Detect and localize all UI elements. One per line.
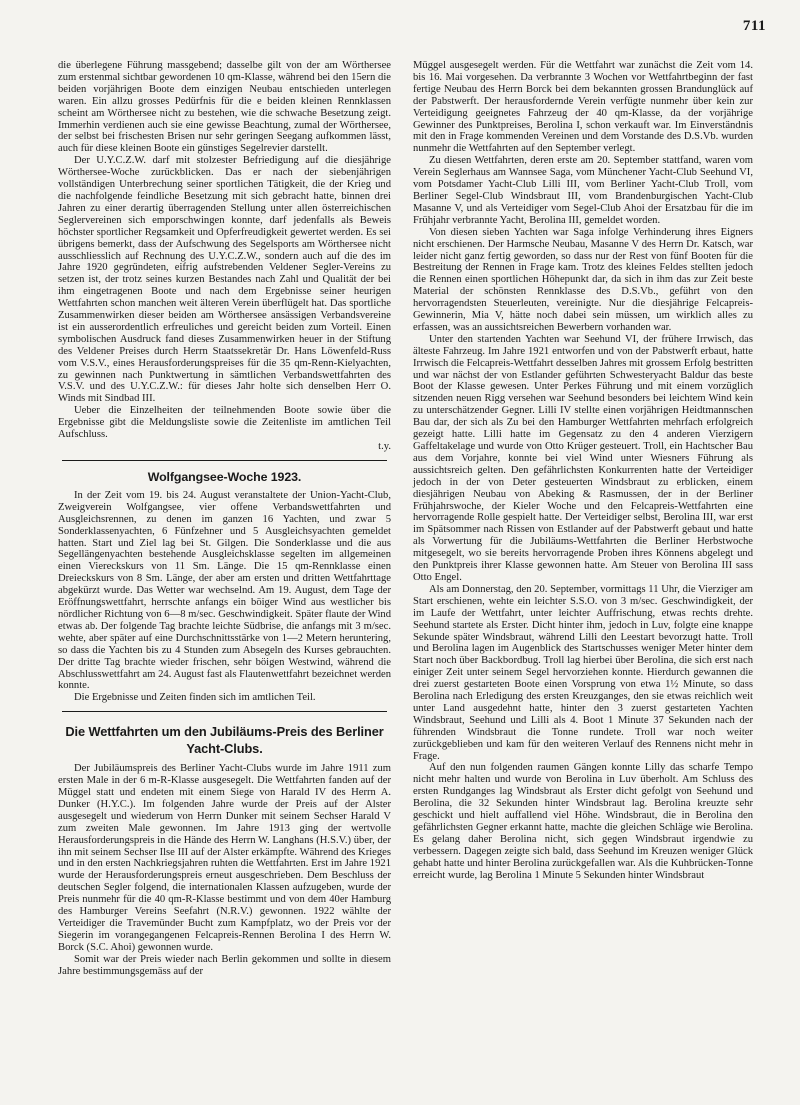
paragraph: Von diesen sieben Yachten war Saga infolge Verhinderung ihres Eigners nicht erschienen. Der Harmsche Neubau, Masanne V des Herrn Dr. Katsch, war leider nicht ganz fertig geworden, so dass nur der Rest von fünf Booten für die Bestreitung der Rennen in Frage kam. Trotz des kleines Feldes stellten jedoch die Rennen einen sportlichen Höhepunkt dar, da sich in ihm das zur Zeit beste Material der schönsten Rennklasse des D.S.Vb., geführt von den hervorragendsten Steuerleuten, vereinigte. Nur die diesjährige Felcapreis-Gewinnerin, Mia V, hätte noch dabei sein müssen, um wirklich alles zu erfassen, was an aussichtsreichen Bewerbern vorhanden war. <box>413 226 753 333</box>
paragraph: Als am Donnerstag, den 20. September, vormittags 11 Uhr, die Vierziger am Start erschienen, wehte ein leichter S.S.O. von 3 m/sec. Geschwindigkeit, der im Laufe der Wettfahrt, unter leichter Auffrischung, etwas rechts drehte. Seehund startete als Erster. Dicht hinter ihm, jedoch in Luv, folgte eine knappe Sekunde später Windsbraut, während Lilli den Leestart bevorzugt hatte. Troll und Berolina lagen im Augenblick des Startschusses weniger Meter hinter dem Start noch über Backbordbug. Troll lag hierbei über Berolina, die sich erst nach einiger Zeit unter seinem Segel hervorziehen konnte. Hierdurch gewannen die drei zuerst gestarteten Boote einen Vorsprung von etwa 1½ Minute, so dass Berolina nach Erledigung des ersten Kreuzganges, den sie etwas reichlich weit unter Land ausgedehnt hatte, hinter den 3 zuerst gestarteten Yachten Windsbraut, Seehund und Lilli als 4. Boot 1 Minute 37 Sekunden nach der führenden Windsbraut die Tonne rundete. Troll war noch weiter zurückgeblieben und kam für den weiteren Verlauf des Rennens nicht mehr in Frage. <box>413 583 753 762</box>
paragraph: Die Ergebnisse und Zeiten finden sich im amtlichen Teil. <box>74 692 316 704</box>
paragraph: Der Jubiläumspreis des Berliner Yacht-Clubs wurde im Jahre 1911 zum ersten Male in der 6 m-R-Klasse ausgesegelt. Die Wettfahrten fanden auf der Müggel statt und endeten mit einem Siege von Harald IV des Herrn A. Dunker (H.Y.C.). Im folgenden Jahre wurde der Preis auf der Alster ausgesegelt und wiederum von Herrn Dunker mit seinem Sechser Harald V zum zweiten Male gewonnen. Im Jahre 1913 ging der wertvolle Herausforderungspreis in die Hände des Herrn W. Langhans (H.S.V.) über, der ihn mit seinem Sechser Ilse III auf der Alster erkämpfte. Während des Krieges und in den ersten Nachkriegsjahren ruhten die Wettfahrten. Erst im Jahre 1921 wurde der Herausforderungspreis erneut ausgeschrieben. Dem Beschluss der deutschen Segler folgend, die internationalen Klassen aufzugeben, wurde der Preis nunmehr für die 40 qm-R-Klasse bestimmt und von dem 40er Hamburg des Hamburger Vereins Seefahrt (N.R.V.) gewonnen. 1922 wählte der Verteidiger die Travemünder Bucht zum Kampfplatz, wo der Preis vor der Siegerin im vorangegangenen Felcapreis-Rennen Berolina I des Herrn W. Borck (S.C. Ahoi) gewonnen wurde. <box>58 763 391 953</box>
paragraph: Auf den nun folgenden raumen Gängen konnte Lilly das scharfe Tempo nicht mehr halten und wurde von Berolina in Luv überholt. Am Schluss des ersten Rundganges lag Windsbraut als Erster dicht gefolgt von Seehund und Berolina, die 32 Sekunden hinter Windsbraut lag. Berolina kreuzte sehr geschickt und hielt auffallend viel Höhe. Windsbraut, die in Berolina den gefährlichsten Gegner erkannt hatte, machte die gleichen Schläge wie Berolina. Es gelang daher Berolina nicht, sich gegen Windsbraut irgendwie zu verbessern. Dagegen zeigte sich bald, dass Seehund im Kreuzen weniger Glück gehabt hatte und hinter Berolina zurückgefallen war. Als die Kuhbrücken-Tonne erreicht wurde, lag Berolina 1 Minute 5 Sekunden hinter Windsbraut <box>413 762 753 881</box>
section-divider <box>62 711 387 712</box>
paragraph: In der Zeit vom 19. bis 24. August veranstaltete der Union-Yacht-Club, Zweigverein Wolfgangsee, vier offene Verbandswettfahrten und Ausgleichsrennen, zu denen im ganzen 16 Yachten, und zwar 5 Sonderklassenyachten, 6 Fünfzehner und 5 Ausgleichsyachten gemeldet hatten. Start und Ziel lag bei St. Gilgen. Die Sonderklasse und die aus Segellängenyachten bestehende Ausgleichsklasse segelten im allgemeinen einen Viereckskurs von 11 Sm. Länge. Die 15 qm-Rennklasse einen Dreieckskurs von 8 Sm. Länge, der aber am ersten und dritten Wettfahrttage abgekürzt wurde. Das Wetter war wechselnd. Am 19. August, dem Tage der Eröffnungswettfahrt, herrschte anfangs ein böiger Wind aus westlicher bis nördlicher Richtung von 6—8 m/sec. Geschwindigkeit. Später flaute der Wind etwas ab. Der folgende Tag brachte leichte Südbrise, die anfangs mit 3 m/sec. wehte, aber später auf eine Durchschnittsstärke von 1—2 Metern heruntering, so dass die Yachten bis zu 4 Stunden zum Absegeln des Kurses gebrauchten. Der dritte Tag brachte wieder frischen, sehr böigen Westwind, während die Abschlusswettfahrt am 24. August fast als Flautenwettfahrt bezeichnet werden konnte. <box>58 489 391 692</box>
paragraph: Zu diesen Wettfahrten, deren erste am 20. September stattfand, waren vom Verein Seglerhaus am Wannsee Saga, vom Münchener Yacht-Club Seehund VI, vom Potsdamer Yacht-Club Lilli III, vom Berliner Yacht-Club Troll, vom Berliner Segel-Club Windsbraut III, vom Brandenburgischen Yacht-Club Masanne V, und als Verteidiger vom Segel-Club Ahoi der Ersatzbau für die im Frühjahr verbrannte Yacht, Berolina III, gemeldet worden. <box>413 155 753 226</box>
left-column <box>58 60 391 978</box>
right-column <box>413 60 753 882</box>
section-divider <box>62 460 387 461</box>
section-heading: Wolfgangsee-Woche 1923. <box>147 469 302 484</box>
paragraph: Der U.Y.C.Z.W. darf mit stolzester Befriedigung auf die diesjährige Wörthersee-Woche zurückblicken. Das er nach der siebenjährigen vollständigen Unterbrechung seiner sportlichen Tätigkeit, die der Krieg und die nachfolgende feindliche Besetzung mit sich gebracht hatte, binnen drei Jahren zu einer derartig überragenden Stellung unter allen österreichischen Seglervereinen sich emporschwingen konnte, darf jedenfalls als Beweis höchster sportlicher Regsamkeit und Opferfreudigkeit gewertet werden. Es sei übrigens bemerkt, dass der Aufschwung des Segelsports am Wörthersee nicht ausschliesslich auf Rechnung des U.Y.C.Z.W., sondern auch auf die des im Jahre 1920 gegründeten, eifrig aufstrebenden Veldener Segler-Vereins zu setzen ist, der trotz seines kurzen Bestandes nach Zahl und Qualität der bei ihm eingetragenen Boote und nach dem Ergebnisse seiner heurigen Wettfahrten schon manchen weit älteren Verein überflügelt hat. Das sportliche Zusammenwirken dieser beiden am Wörthersee ansässigen Verbandsvereine ist ein ausserordentlich erfreuliches und gereicht beiden zum Vorteil. Einen symbolischen Ausdruck fand dieses Zusammenwirken heuer in der Stiftung des Veldener Preises durch Herrn Staatssekretär Dr. Hans Löwenfeld-Russ vom V.S.V., eines Herausforderungspreises für die 35 qm-Renn-Kielyachten, zu gewinnen nach Punktwertung in sämtlichen Verbandswettfahrten des V.S.V. und des U.Y.C.Z.W.: für dieses Jahr holte sich denselben Herr O. Winds mit Sindbad III. <box>58 155 391 405</box>
paragraph: Somit war der Preis wieder nach Berlin gekommen und sollte in diesem Jahre bestimmungsgemäss auf der <box>58 953 391 977</box>
paragraph: Unter den startenden Yachten war Seehund VI, der frühere Irrwisch, das älteste Fahrzeug. Im Jahre 1921 entworfen und von der Pabstwerft erbaut, hatte Irrwisch die Felcapreis-Wettfahrt desselben Jahres mit grossem Erfolg bestritten und war nächst der von Estlander geführten Schwesteryacht Baldur das beste Boot der Klasse gewesen. Unter Perkes Führung und mit einem vorzüglich sitzenden neuen Rigg versehen war Seehund besonders bei leichtem Wind kein zu unterschätzender Gegner. Lilli IV stellte einen vorjährigen Heidtmannschen Bau dar, der sich als Zu bei den Hamburger Wettfahrten mehrfach erfolgreich gezeigt hatte. Lilli hatte im Gegensatz zu den 4 anderen Vierzigern Gaffeltakelage und wurde von Otto Krüger gesteuert. Troll, ein Hachtscher Bau aus dem Vorjahre, konnte bei viel Wind unter Wiesners Führung als aussichtsreich gelten. Den gefährlichsten Konkurrenten hatte der Verteidiger jedoch in der von Deter gesteuerten Windsbraut zu erblicken, einem diesjährigen Neubau von Abeking & Rasmussen, der in der Berliner Frühjahrswoche, der Kieler Woche und den Felcapreis-Wettfahrten eine hervorragende Rolle gespielt hatte. Der Verteidiger selbst, Berolina III, war erst im Spätsommer nach Rissen von Estlander auf der Pabstwerft gebaut und hatte als Vorwertung für die Jubiläums-Wettfahrten die Berliner Herbstwoche mitgesegelt, wo sie bereits hervorragende Proben ihres Könnens abgelegt und den Punktpreis ihrer Klasse gewonnen hatte. Am Steuer von Berolina III sass Otto Engel. <box>413 333 753 583</box>
paragraph: Ueber die Einzelheiten der teilnehmenden Boote sowie über die Ergebnisse gibt die Meldungsliste sowie die Zeitenliste im amtlichen Teil Aufschluss. <box>58 405 391 441</box>
page-number: 711 <box>742 18 766 34</box>
paragraph: die überlegene Führung massgebend; dasselbe gilt von der am Wörthersee zum erstenmal sichtbar gewordenen 10 qm-Klasse, während bei den 15ern die beiden vorjährigen Boote dem einzigen Neubau entschieden unterlegen waren. Ein allzu grosses Pedürfnis für die e beiden kleinen Rennklassen scheint am Wörthersee nicht zu bestehen, wie die schwache Besetzung zeigt. Immerhin verdienen auch sie eine gewisse Beachtung, zumal der Wörthersee, der selbst bei frischesten Brisen nur sehr geringen Seegang aufkommen lässt, auch für diese kleinen Boote ein günstiges Segelrevier darstellt. <box>58 60 391 155</box>
section-heading: Die Wettfahrten um den Jubiläums-Preis des Berliner Yacht-Clubs. <box>65 724 384 757</box>
paragraph: Müggel ausgesegelt werden. Für die Wettfahrt war zunächst die Zeit vom 14. bis 16. Mai vorgesehen. Da verbrannte 3 Wochen vor Wettfahrtbeginn der fast fertige Neubau des Herrn Borck bei dem bekannten grossen Brandunglück auf der Pabstwerft. Der herausfordernde Verein verfügte nunmehr über kein zur Verteidigung geeignetes Fahrzeug der 40 qm-Klasse, da der vorjährige Gewinner des Punktpreises, Berolina I, schon verkauft war. Im Einverständnis mit den in Frage kommenden Vereinen und dem Vorstande des D.S.Vb. wurden nunmehr die Wettfahrten auf den September verlegt. <box>413 60 753 155</box>
author-signature: t.y. <box>378 441 391 452</box>
